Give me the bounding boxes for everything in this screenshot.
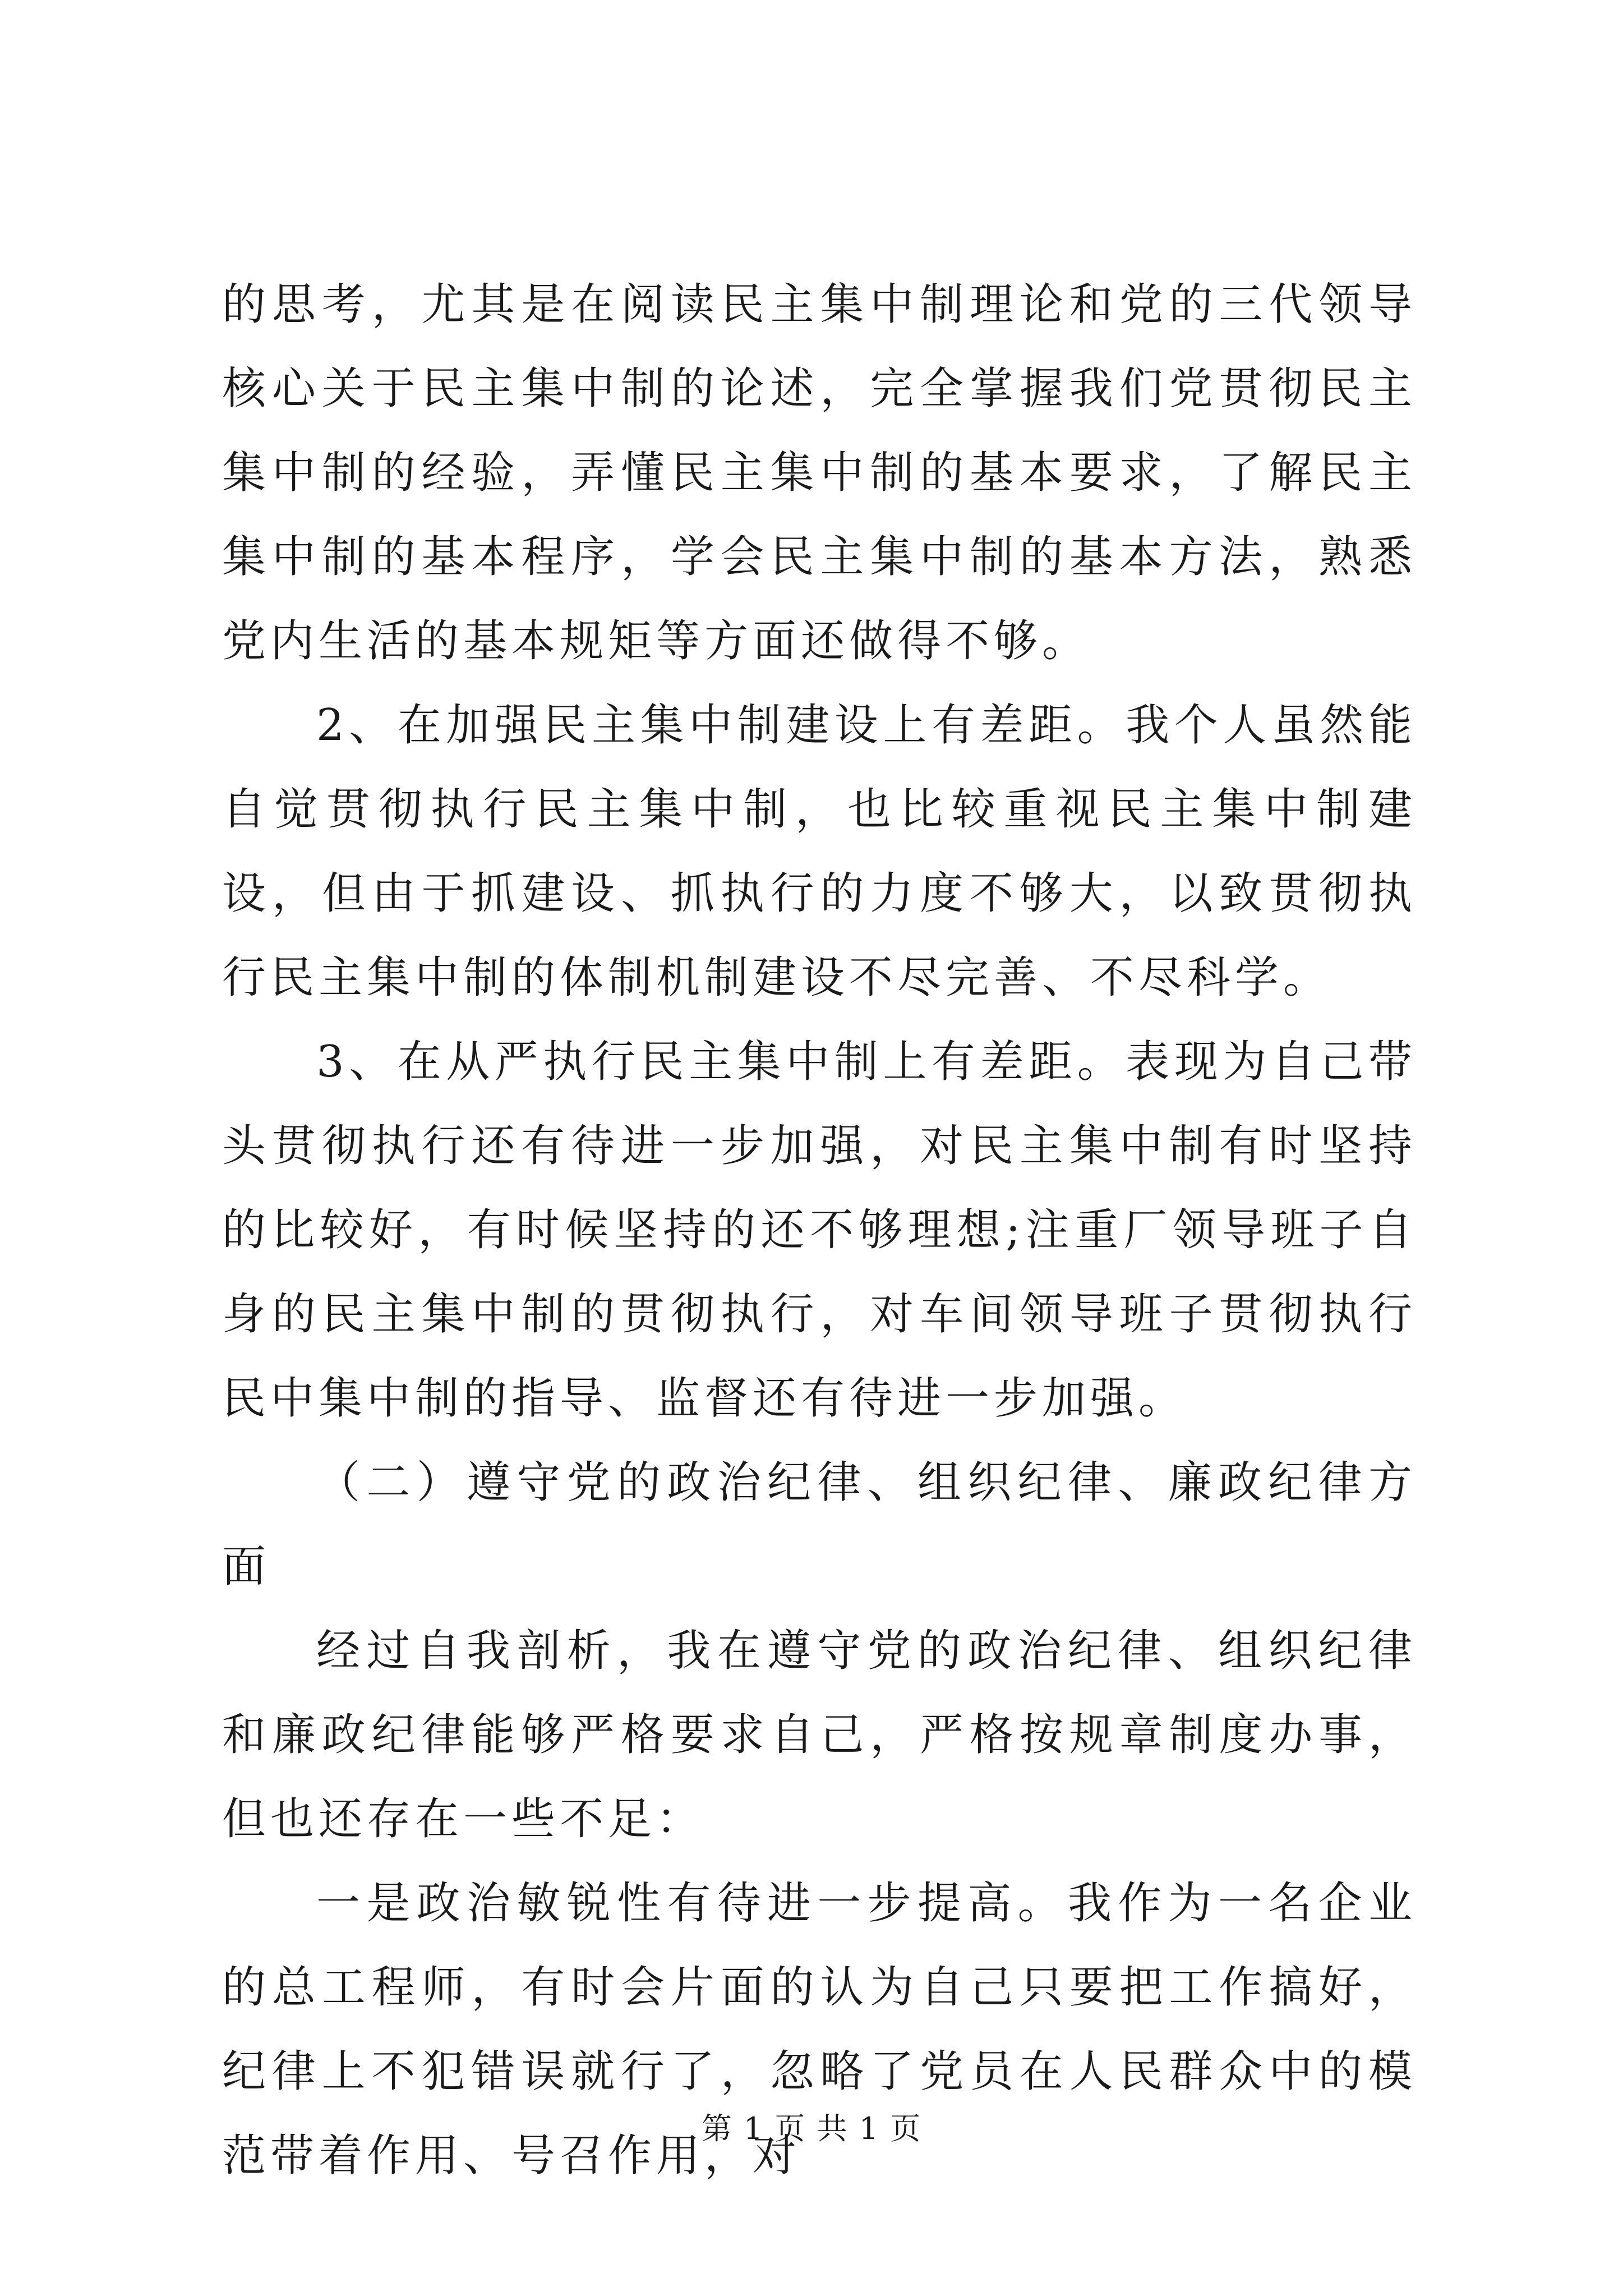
- page-footer: 第 1 页 共 1 页: [701, 2111, 922, 2146]
- paragraph-self-analysis: 经过自我剖析，我在遵守党的政治纪律、组织纪律和廉政纪律能够严格要求自己，严格按规章制度办事，但也还存在一些不足：: [222, 1626, 1417, 1844]
- paragraph-item-3: 3、在从严执行民主集中制上有差距。表现为自己带头贯彻执行还有待进一步加强，对民主集中制有时坚持的比较好，有时候坚持的还不够理想;注重厂领导班子自身的民主集中制的贯彻执行，对车间领导班子贯彻执行民中集中制的指导、监督还有待进一步加强。: [222, 1037, 1417, 1424]
- section-heading: （二）遵守党的政治纪律、组织纪律、廉政纪律方面: [222, 1457, 1417, 1592]
- document-body: [222, 263, 1417, 2198]
- paragraph-continuation: 的思考，尤其是在阅读民主集中制理论和党的三代领导核心关于民主集中制的论述，完全掌握我们党贯彻民主集中制的经验，弄懂民主集中制的基本要求，了解民主集中制的基本程序，学会民主集中制的基本方法，熟悉党内生活的基本规矩等方面还做得不够。: [222, 279, 1417, 666]
- paragraph-point-one: 一是政治敏锐性有待进一步提高。我作为一名企业的总工程师，有时会片面的认为自己只要把工作搞好，纪律上不犯错误就行了，忽略了党员在人民群众中的模范带着作用、号召作用，对: [222, 1878, 1417, 2181]
- paragraph-item-2: 2、在加强民主集中制建设上有差距。我个人虽然能自觉贯彻执行民主集中制，也比较重视民主集中制建设，但由于抓建设、抓执行的力度不够大，以致贯彻执行民主集中制的体制机制建设不尽完善、不尽科学。: [222, 700, 1417, 1003]
